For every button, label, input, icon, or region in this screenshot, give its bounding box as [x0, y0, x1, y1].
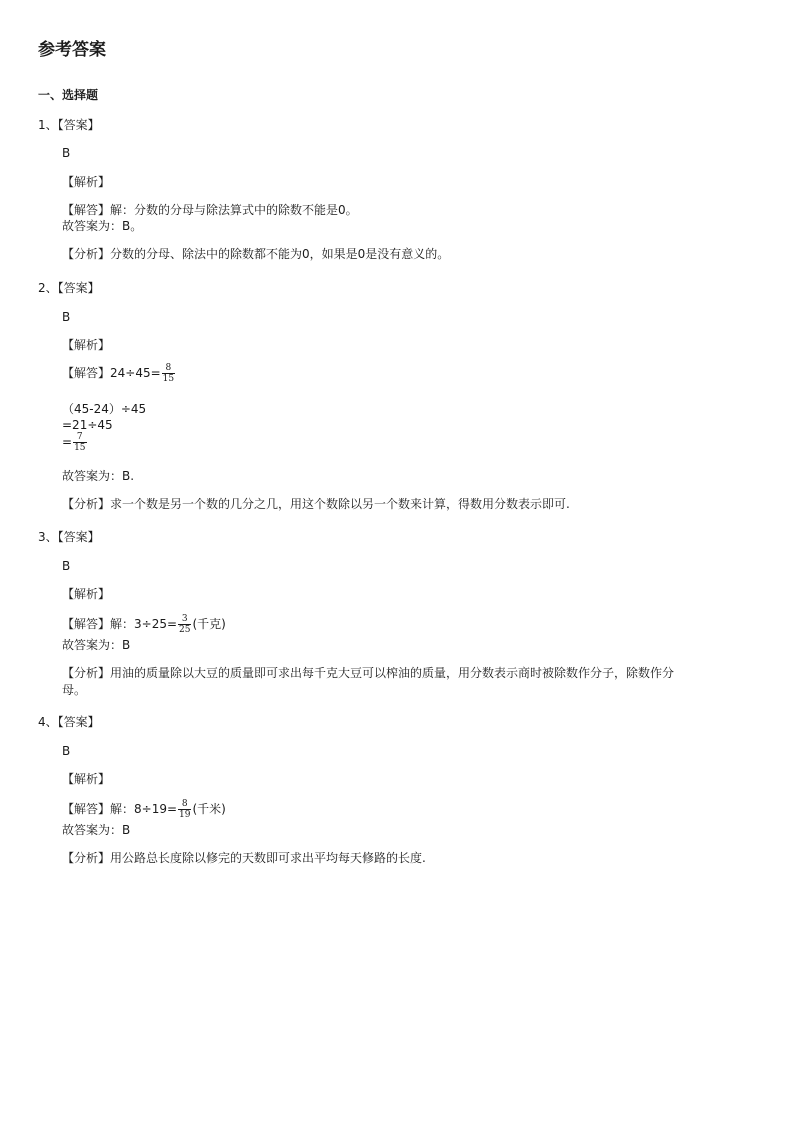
q4-note: 【分析】用公路总长度除以修完的天数即可求出平均每天修路的长度. — [62, 851, 426, 865]
q1-header: 1、【答案】 — [38, 118, 100, 132]
q4-fraction-denominator: 19 — [179, 810, 191, 820]
q2-step-2: =21÷45 — [62, 418, 113, 432]
q4-answer: B — [62, 744, 71, 758]
q3-analysis-label: 【解析】 — [62, 587, 111, 601]
q2-fraction-2 — [73, 432, 86, 453]
q2-fraction-2-numerator: 7 — [76, 432, 83, 442]
q4-fraction — [178, 799, 191, 820]
q1-solution: 【解答】解：分数的分母与除法算式中的除数不能是0。 — [62, 203, 358, 217]
q1-answer: B — [62, 146, 71, 160]
q4-analysis-label: 【解析】 — [62, 772, 111, 786]
q2-step-1: （45-24）÷45 — [62, 402, 147, 416]
q2-fraction-1-denominator: 15 — [162, 374, 175, 384]
q3-answer: B — [62, 559, 71, 573]
q2-note: 【分析】求一个数是另一个数的几分之几，用这个数除以另一个数来计算，得数用分数表示即可. — [62, 497, 570, 511]
q2-header: 2、【答案】 — [38, 281, 100, 295]
section-heading: 一、选择题 — [38, 88, 99, 102]
q4-solution-text: 【解答】解：8÷19= — [62, 802, 178, 816]
q3-header: 3、【答案】 — [38, 530, 100, 544]
q3-fraction-denominator: 25 — [179, 625, 191, 635]
q1-analysis-label: 【解析】 — [62, 175, 111, 189]
q3-solution — [62, 611, 226, 637]
q2-step-3 — [62, 429, 88, 455]
q3-fraction-numerator: 3 — [181, 614, 188, 624]
q4-conclusion: 故答案为：B — [62, 823, 131, 837]
page-title: 参考答案 — [38, 40, 106, 60]
q3-note-line-2: 母。 — [62, 683, 87, 697]
q2-analysis-label: 【解析】 — [62, 338, 111, 352]
q3-note-line-1: 【分析】用油的质量除以大豆的质量即可求出每千克大豆可以榨油的质量，用分数表示商时被除数作分子，除数作分 — [62, 666, 675, 680]
q4-solution — [62, 796, 226, 822]
q2-step-3-text: = — [62, 435, 73, 449]
q3-solution-unit: (千克) — [192, 617, 226, 631]
q3-fraction — [178, 614, 191, 635]
q2-fraction-1-numerator: 8 — [165, 363, 172, 373]
q4-header: 4、【答案】 — [38, 715, 100, 729]
q2-fraction-1 — [162, 363, 175, 384]
q3-solution-text: 【解答】解：3÷25= — [62, 617, 178, 631]
q2-fraction-2-denominator: 15 — [74, 443, 86, 453]
q2-answer: B — [62, 310, 71, 324]
q1-conclusion: 故答案为：B。 — [62, 219, 143, 233]
q4-solution-unit: (千米) — [192, 802, 226, 816]
q4-fraction-numerator: 8 — [181, 799, 188, 809]
q1-note: 【分析】分数的分母、除法中的除数都不能为0，如果是0是没有意义的。 — [62, 247, 450, 261]
q2-conclusion: 故答案为：B. — [62, 469, 135, 483]
q2-solution-text: 【解答】24÷45= — [62, 366, 161, 380]
q2-solution — [62, 360, 176, 386]
q3-conclusion: 故答案为：B — [62, 638, 131, 652]
